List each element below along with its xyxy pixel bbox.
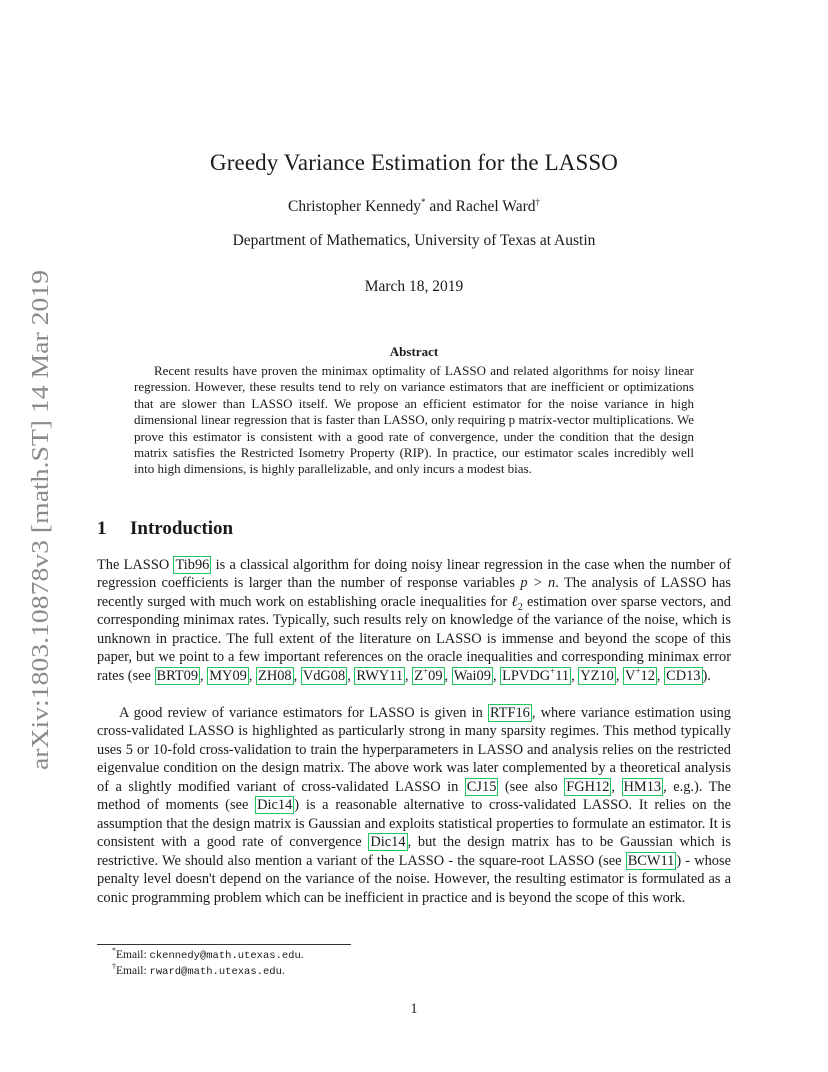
citation-vdg08[interactable]: VdG08 <box>302 667 346 684</box>
abstract-heading: Abstract <box>389 344 439 359</box>
citation-fgh12[interactable]: FGH12 <box>566 778 610 795</box>
author-kennedy: Christopher Kennedy <box>288 198 422 215</box>
paper-date: March 18, 2019 <box>364 278 464 295</box>
citation-wai09[interactable]: Wai09 <box>453 667 491 684</box>
math-ell: ℓ <box>511 593 518 610</box>
citation-v12[interactable]: V+12 <box>625 665 655 684</box>
email-ward[interactable]: rward@math.utexas.edu <box>149 966 282 978</box>
footnote-2: †Email: rward@math.utexas.edu. <box>112 962 285 978</box>
abstract-body: Recent results have proven the minimax optimality of LASSO and related algorithms for noisy linear regression. However, these results tend to rely on variance estimators that are inefficient or optimizations that are slower than LASSO itself. We propose an efficient estimator for the noise variance in high dimensional linear regression that is faster than LASSO, only requiring p matrix-vector multiplications. We prove this estimator is consistent with a good rate of convergence, under the condition that the design matrix satisfies the Restricted Isometry Property (RIP). In practice, our estimator scales incredibly well into high dimensions, is highly parallelizable, and only incurs a modest bias. <box>134 363 694 477</box>
footnotes <box>112 948 304 980</box>
footnote-mark-star[interactable]: * <box>421 196 426 207</box>
citation-my09[interactable]: MY09 <box>209 667 247 684</box>
section-title: Introduction <box>130 518 234 539</box>
author-ward: Rachel Ward <box>455 198 536 215</box>
email-kennedy[interactable]: ckennedy@math.utexas.edu <box>149 950 301 962</box>
arxiv-id-text: arXiv:1803.10878v3 [math.ST] 14 Mar 2019 <box>27 327 54 770</box>
citation-tib96[interactable]: Tib96 <box>175 557 210 573</box>
citation-brt09[interactable]: BRT09 <box>156 667 199 684</box>
math-p-gt-n: p > n <box>520 575 556 592</box>
citation-cd13[interactable]: CD13 <box>666 667 701 684</box>
section-heading-introduction <box>97 518 233 540</box>
footnote-divider <box>97 944 351 945</box>
citation-zh08[interactable]: ZH08 <box>258 667 292 684</box>
citation-rwy11[interactable]: RWY11 <box>356 667 404 684</box>
intro-paragraph-2: A good review of variance estimators for LASSO is given in RTF16 , where variance estimation using cross-validated LASSO is highlighted as particularly strong in many sparsity regimes. This method typically uses 5 or 10-fold cross-validation to train the hyperparameters in LASSO and analysis relies on the restricted eigenvalue condition on the design matrix. The above work was later complemented by a theoretical analysis of a slightly modified variant of cross-validated LASSO in CJ15 (see also FGH12 , HM13 , e.g.). The method of moments (see Dic14 ) is a reasonable alternative to cross-validated LASSO. It relies on the assumption that the design matrix is Gaussian and exploits statistical properties to formulate an estimator. It is consistent with a good rate of convergence Dic14 , but the design matrix has to be Gaussian which is restrictive. We should also mention a variant of the LASSO - the square-root LASSO (see BCW11 ) - whose penalty level doesn't depend on the variance of the noise. However, the resulting estimator is formulated as a conic programming problem which can be inefficient in practice and is beyond the scope of this work. <box>97 705 731 906</box>
citation-yz10[interactable]: YZ10 <box>580 667 614 684</box>
citation-rtf16[interactable]: RTF16 <box>489 705 530 721</box>
intro-paragraph-1: The LASSO Tib96 is a classical algorithm for doing noisy linear regression in the case when the number of regression coefficients is larger than the number of response variables p > n. The analysis of LASSO has recently surged with much work on establishing oracle inequalities for ℓ$_2$ estimation over sparse vectors, and corresponding minimax rates. Typically, such results rely on knowledge of the variance of the noise, which is unknown in practice. The full extent of the literature on LASSO is immense and beyond the scope of this paper, but we point to a few important references on the oracle inequalities and corresponding minimax error rates (see BRT09 , MY09 , ZH08 , VdG08 , RWY11 , Z+09 , Wai09 , LPVDG+11 , YZ10 , V+12 , CD13 ). <box>97 557 732 684</box>
citation-lpvdg11[interactable]: LPVDG+11 <box>502 665 570 684</box>
footnote-mark-dagger[interactable]: † <box>535 196 540 207</box>
section-number: 1 <box>97 518 107 539</box>
affiliation: Department of Mathematics, University of Texas at Austin <box>232 232 596 249</box>
citation-hm13[interactable]: HM13 <box>623 778 662 795</box>
math-ell-subscript: 2 <box>517 601 523 613</box>
footnote-1: *Email: ckennedy@math.utexas.edu. <box>112 946 304 962</box>
citation-bcw11[interactable]: BCW11 <box>627 852 675 869</box>
citation-dic14-first[interactable]: Dic14 <box>257 797 293 814</box>
citation-cj15[interactable]: CJ15 <box>466 778 497 795</box>
paper-title: Greedy Variance Estimation for the LASSO <box>210 150 618 175</box>
page-number: 1 <box>410 1001 418 1017</box>
citation-z09[interactable]: Z+09 <box>414 665 443 684</box>
author-separator: and <box>425 198 456 215</box>
authors-line <box>0 198 828 216</box>
citation-dic14-second[interactable]: Dic14 <box>370 834 406 851</box>
